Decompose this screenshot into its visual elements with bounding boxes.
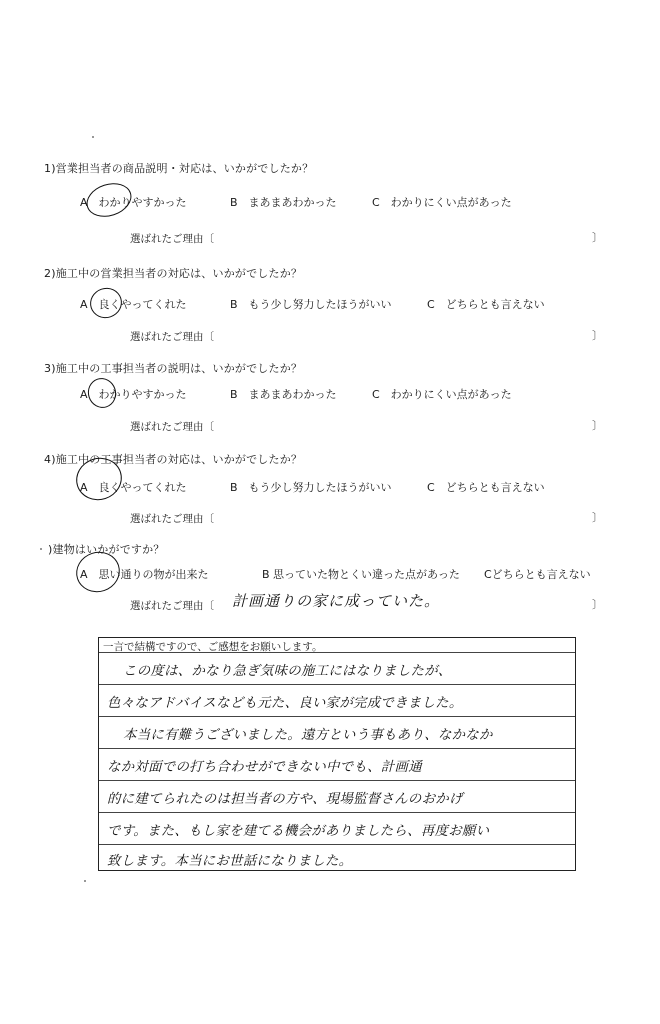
- question-1-reason-label: 選ばれたご理由〔: [130, 233, 214, 245]
- comment-line-1: この度は、かなり急ぎ気味の施工にはなりましたが、: [123, 664, 452, 679]
- question-3-title: 3)施工中の工事担当者の説明は、いかがでしたか？: [44, 362, 303, 375]
- comment-line-3: 本当に有難うございました。遠方という事もあり、なかなか: [123, 728, 493, 743]
- question-3-option-b[interactable]: B まあまあわかった: [230, 388, 337, 401]
- question-4-reason-label: 選ばれたご理由〔: [130, 513, 214, 525]
- comment-line-4: なか対面での打ち合わせができない中でも、計画通: [107, 760, 422, 775]
- question-2-title: 2)施工中の営業担当者の対応は、いかがでしたか？: [44, 267, 303, 280]
- ruled-line: [99, 748, 575, 749]
- question-4-title: 4)施工中の工事担当者の対応は、いかがでしたか？: [44, 453, 303, 466]
- question-2-option-b[interactable]: B もう少し努力したほうがいい: [230, 298, 392, 311]
- comment-line-5: 的に建てられたのは担当者の方や、現場監督さんのおかげ: [107, 792, 463, 807]
- question-3-option-a[interactable]: A わかりやすかった: [80, 388, 187, 401]
- ruled-line: [99, 716, 575, 717]
- ruled-line: [99, 844, 575, 845]
- question-2-option-a[interactable]: A 良くやってくれた: [80, 298, 187, 311]
- question-3-option-c[interactable]: C わかりにくい点があった: [372, 388, 512, 401]
- comment-box-heading: 一言で結構ですので、ご感想をお願いします。: [103, 641, 323, 653]
- scan-speck: [92, 136, 94, 138]
- question-2-reason-close: 〕: [592, 329, 603, 342]
- comment-box: [98, 637, 576, 871]
- question-5-reason-close: 〕: [592, 598, 603, 611]
- question-3-reason-close: 〕: [592, 419, 603, 432]
- question-5-reason-answer[interactable]: 計画通りの家に成っていた。: [232, 592, 441, 610]
- question-5-reason-label: 選ばれたご理由〔: [130, 600, 214, 612]
- selection-circle-q3: [84, 374, 120, 411]
- question-4-reason-close: 〕: [592, 511, 603, 524]
- question-1-title: 1)営業担当者の商品説明・対応は、いかがでしたか？: [44, 162, 314, 175]
- question-5-option-a[interactable]: A 思い通りの物が出来た: [80, 568, 209, 581]
- question-1-option-b[interactable]: B まあまあわかった: [230, 196, 337, 209]
- question-4-option-a[interactable]: A 良くやってくれた: [80, 481, 187, 494]
- comment-line-6: です。また、もし家を建てる機会がありましたら、再度お願い: [107, 824, 490, 839]
- selection-circle-q1: [82, 178, 136, 223]
- ruled-line: [99, 684, 575, 685]
- question-5-option-b[interactable]: B 思っていた物とくい違った点があった: [262, 568, 460, 581]
- question-4-option-b[interactable]: B もう少し努力したほうがいい: [230, 481, 392, 494]
- question-2-reason-label: 選ばれたご理由〔: [130, 331, 214, 343]
- comment-line-2: 色々なアドバイスなども元た、良い家が完成できました。: [107, 696, 463, 711]
- scan-speck: [84, 880, 86, 882]
- question-1-option-a[interactable]: A わかりやすかった: [80, 196, 187, 209]
- question-4-option-c[interactable]: C どちらとも言えない: [427, 481, 545, 494]
- question-1-option-c[interactable]: C わかりにくい点があった: [372, 196, 512, 209]
- ruled-line: [99, 812, 575, 813]
- ruled-line: [99, 780, 575, 781]
- question-2-option-c[interactable]: C どちらとも言えない: [427, 298, 545, 311]
- divider: [99, 652, 575, 653]
- question-3-reason-label: 選ばれたご理由〔: [130, 421, 214, 433]
- selection-circle-q2: [86, 284, 126, 322]
- comment-line-7: 致します。本当にお世話になりました。: [107, 854, 353, 869]
- question-5-option-c[interactable]: Cどちらとも言えない: [484, 568, 591, 581]
- question-5-title: )建物はいかがですか？: [48, 543, 165, 556]
- scan-speck: [40, 548, 42, 550]
- question-1-reason-close: 〕: [592, 231, 603, 244]
